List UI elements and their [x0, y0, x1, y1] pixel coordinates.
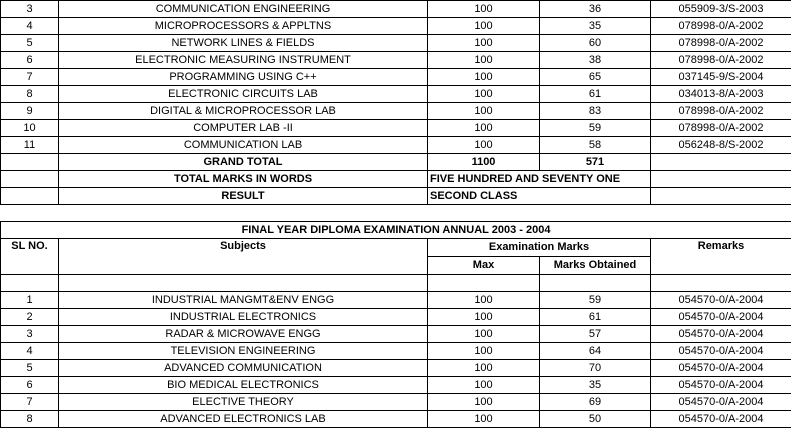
max-marks: 100: [428, 103, 540, 120]
subject: RADAR & MICROWAVE ENGG: [59, 326, 428, 343]
remarks: 054570-0/A-2004: [651, 394, 791, 411]
marks-obtained: 35: [540, 377, 651, 394]
subjects-header: Subjects: [59, 239, 428, 275]
exam-marks-header: Examination Marks: [428, 239, 651, 257]
sl-no: 8: [1, 86, 59, 103]
blank-row: [1, 275, 791, 292]
max-marks: 100: [428, 1, 540, 18]
remarks: 054570-0/A-2004: [651, 411, 791, 428]
table-row: [1, 343, 791, 360]
marks-obtained: 65: [540, 69, 651, 86]
sl-no: 7: [1, 394, 59, 411]
marks-obtained: 36: [540, 1, 651, 18]
sl-no: 1: [1, 292, 59, 309]
table-row: [1, 69, 791, 86]
max-marks: 100: [428, 343, 540, 360]
max-header: Max: [428, 257, 540, 275]
marks-in-words-row: [1, 171, 791, 188]
table-row: [1, 18, 791, 35]
subject: COMMUNICATION ENGINEERING: [59, 1, 428, 18]
table-row: [1, 35, 791, 52]
subject: DIGITAL & MICROPROCESSOR LAB: [59, 103, 428, 120]
marks-obtained: 64: [540, 343, 651, 360]
subject: BIO MEDICAL ELECTRONICS: [59, 377, 428, 394]
table-row: [1, 137, 791, 154]
remarks: 078998-0/A-2002: [651, 18, 791, 35]
subject: PROGRAMMING USING C++: [59, 69, 428, 86]
subject: ELECTRONIC CIRCUITS LAB: [59, 86, 428, 103]
max-marks: 100: [428, 326, 540, 343]
sl-no: 6: [1, 52, 59, 69]
grand-total-max: 1100: [428, 154, 540, 171]
remarks: 034013-8/A-2003: [651, 86, 791, 103]
exam-title: FINAL YEAR DIPLOMA EXAMINATION ANNUAL 2003 - 2004: [1, 222, 791, 239]
subject: INDUSTRIAL MANGMT&ENV ENGG: [59, 292, 428, 309]
sl-no: 3: [1, 1, 59, 18]
marks-obtained: 59: [540, 292, 651, 309]
max-marks: 100: [428, 377, 540, 394]
sl-no: 5: [1, 35, 59, 52]
subject: NETWORK LINES & FIELDS: [59, 35, 428, 52]
remarks: 054570-0/A-2004: [651, 292, 791, 309]
sl-no-header: SL NO.: [1, 239, 59, 275]
sl-no: 4: [1, 18, 59, 35]
grand-total-label: GRAND TOTAL: [59, 154, 428, 171]
table-row: [1, 52, 791, 69]
max-marks: 100: [428, 394, 540, 411]
subject: ADVANCED COMMUNICATION: [59, 360, 428, 377]
remarks: 054570-0/A-2004: [651, 309, 791, 326]
exam-title-row: [1, 222, 791, 239]
max-marks: 100: [428, 18, 540, 35]
max-marks: 100: [428, 86, 540, 103]
grand-total-row: [1, 154, 791, 171]
table-row: [1, 1, 791, 18]
sl-no: 5: [1, 360, 59, 377]
remarks: 078998-0/A-2002: [651, 120, 791, 137]
table-row: [1, 360, 791, 377]
remarks: 055909-3/S-2003: [651, 1, 791, 18]
table-row: [1, 86, 791, 103]
marks-in-words-value: FIVE HUNDRED AND SEVENTY ONE: [428, 171, 651, 188]
header-row: [1, 239, 791, 257]
subject: ADVANCED ELECTRONICS LAB: [59, 411, 428, 428]
max-marks: 100: [428, 52, 540, 69]
table-row: [1, 411, 791, 428]
marks-obtained: 70: [540, 360, 651, 377]
sl-no: 11: [1, 137, 59, 154]
table-row: [1, 103, 791, 120]
separator-row: [1, 205, 791, 222]
marks-in-words-label: TOTAL MARKS IN WORDS: [59, 171, 428, 188]
marks-obtained: 69: [540, 394, 651, 411]
marks-obtained: 61: [540, 86, 651, 103]
marks-obtained: 59: [540, 120, 651, 137]
subject: ELECTIVE THEORY: [59, 394, 428, 411]
subject: ELECTRONIC MEASURING INSTRUMENT: [59, 52, 428, 69]
marks-obtained: 61: [540, 309, 651, 326]
subject: COMPUTER LAB -II: [59, 120, 428, 137]
sl-no: 2: [1, 309, 59, 326]
remarks-header: Remarks: [651, 239, 791, 275]
remarks: 078998-0/A-2002: [651, 35, 791, 52]
table-row: [1, 326, 791, 343]
obtained-header: Marks Obtained: [540, 257, 651, 275]
max-marks: 100: [428, 411, 540, 428]
max-marks: 100: [428, 69, 540, 86]
remarks: 037145-9/S-2004: [651, 69, 791, 86]
max-marks: 100: [428, 360, 540, 377]
result-value: SECOND CLASS: [428, 188, 651, 205]
result-row: [1, 188, 791, 205]
remarks: 056248-8/S-2002: [651, 137, 791, 154]
grand-total-obtained: 571: [540, 154, 651, 171]
table-row: [1, 394, 791, 411]
marks-obtained: 83: [540, 103, 651, 120]
marks-obtained: 50: [540, 411, 651, 428]
max-marks: 100: [428, 309, 540, 326]
subject: MICROPROCESSORS & APPLTNS: [59, 18, 428, 35]
sl-no: 9: [1, 103, 59, 120]
table-row: [1, 309, 791, 326]
remarks: 054570-0/A-2004: [651, 343, 791, 360]
marks-obtained: 38: [540, 52, 651, 69]
subject: TELEVISION ENGINEERING: [59, 343, 428, 360]
marks-obtained: 57: [540, 326, 651, 343]
max-marks: 100: [428, 35, 540, 52]
sl-no: 10: [1, 120, 59, 137]
remarks: 054570-0/A-2004: [651, 326, 791, 343]
remarks: 054570-0/A-2004: [651, 377, 791, 394]
result-label: RESULT: [59, 188, 428, 205]
max-marks: 100: [428, 137, 540, 154]
sl-no: 7: [1, 69, 59, 86]
remarks: 054570-0/A-2004: [651, 360, 791, 377]
table-row: [1, 292, 791, 309]
table-row: [1, 377, 791, 394]
max-marks: 100: [428, 120, 540, 137]
subject: COMMUNICATION LAB: [59, 137, 428, 154]
sl-no: 4: [1, 343, 59, 360]
table-row: [1, 120, 791, 137]
sl-no: 8: [1, 411, 59, 428]
remarks: 078998-0/A-2002: [651, 52, 791, 69]
marks-obtained: 60: [540, 35, 651, 52]
remarks: 078998-0/A-2002: [651, 103, 791, 120]
marks-obtained: 58: [540, 137, 651, 154]
sl-no: 6: [1, 377, 59, 394]
marks-obtained: 35: [540, 18, 651, 35]
sl-no: 3: [1, 326, 59, 343]
max-marks: 100: [428, 292, 540, 309]
subject: INDUSTRIAL ELECTRONICS: [59, 309, 428, 326]
